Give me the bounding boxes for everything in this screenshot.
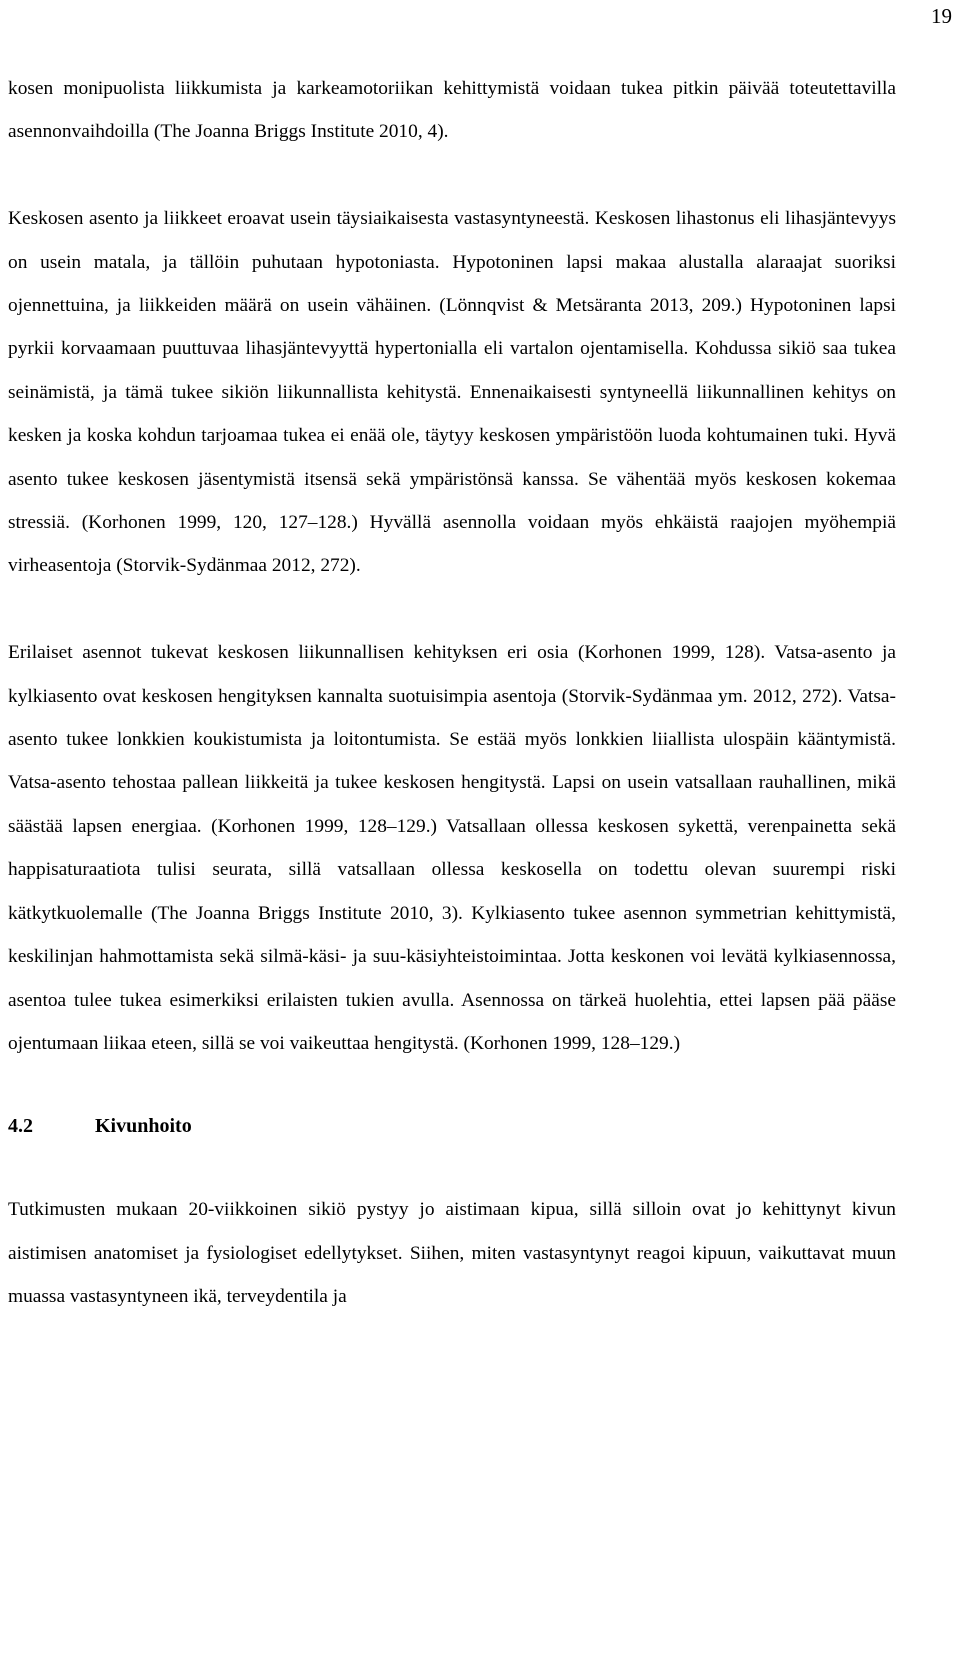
- paragraph-pain-care: Tutkimusten mukaan 20-viikkoinen sikiö pystyy jo aistimaan kipua, sillä silloin ovat jo kehittynyt kivun aistimisen anatomiset ja fysiologiset edellytykset. Siihen, miten vastasyntynyt reagoi kipuun, vaikuttavat muun muassa vastasyntyneen ikä, terveydentila ja: [8, 1199, 896, 1308]
- paragraph-positions: Erilaiset asennot tukevat keskosen liikunnallisen kehityksen eri osia (Korhonen 1999, 128). Vatsa-asento ja kylkiasento ovat keskosen hengityksen kannalta suotuisimpia asentoja (Storvik-Sydänmaa ym. 2012, 272). Vatsa-asento tukee lonkkien koukistumista ja loitontumista. Se estää myös lonkkien liiallista ulospäin kääntymistä. Vatsa-asento tehostaa pallean liikkeitä ja tukee keskosen hengitystä. Lapsi on usein vatsallaan rauhallinen, mikä säästää lapsen energiaa. (Korhonen 1999, 128–129.) Vatsallaan ollessa keskosen sykettä, verenpainetta sekä happisaturaatiota tulisi seurata, sillä vatsallaan ollessa keskosella on todettu olevan suurempi riski kätkytkuolemalle (The Joanna Briggs Institute 2010, 3). Kylkiasento tukee asennon symmetrian kehittymistä, keskilinjan hahmottamista sekä silmä-käsi- ja suu-käsiyhteistoimintaa. Jotta keskonen voi levätä kylkiasennossa, asentoa tulee tukea esimerkiksi erilaisten tukien avulla. Asennossa on tärkeä huolehtia, ettei lapsen pää pääse ojentumaan liikaa eteen, sillä se voi vaikeuttaa hengitystä. (Korhonen 1999, 128–129.): [8, 642, 896, 1054]
- document-body: [8, 67, 896, 1319]
- paragraph-premature-movement: kosen monipuolista liikkumista ja karkeamotoriikan kehittymistä voidaan tukea pitkin päivää toteutettavilla asennonvaihdoilla (The Joanna Briggs Institute 2010, 4).: [8, 78, 896, 143]
- page-number: 19: [931, 4, 952, 28]
- section-number: 4.2: [8, 1115, 33, 1138]
- paragraph-hypotonia: Keskosen asento ja liikkeet eroavat usein täysiaikaisesta vastasyntyneestä. Keskosen lihastonus eli lihasjäntevyys on usein matala, ja tällöin puhutaan hypotoniasta. Hypotoninen lapsi makaa alustalla alaraajat suoriksi ojennettuina, ja liikkeiden määrä on usein vähäinen. (Lönnqvist & Metsäranta 2013, 209.) Hypotoninen lapsi pyrkii korvaamaan puuttuvaa lihasjäntevyyttä hypertonialla eli vartalon ojentamisella. Kohdussa sikiö saa tukea seinämistä, ja tämä tukee sikiön liikunnallista kehitystä. Ennenaikaisesti syntyneellä liikunnallinen kehitys on kesken ja koska kohdun tarjoamaa tukea ei enää ole, täytyy keskosen ympäristöön luoda kohtumainen tuki. Hyvä asento tukee keskosen jäsentymistä itsensä sekä ympäristönsä kanssa. Se vähentää myös keskosen kokemaa stressiä. (Korhonen 1999, 120, 127–128.) Hyvällä asennolla voidaan myös ehkäistä raajojen myöhempiä virheasentoja (Storvik-Sydänmaa 2012, 272).: [8, 208, 896, 577]
- section-heading: [8, 1105, 896, 1148]
- section-title: Kivunhoito: [95, 1115, 192, 1138]
